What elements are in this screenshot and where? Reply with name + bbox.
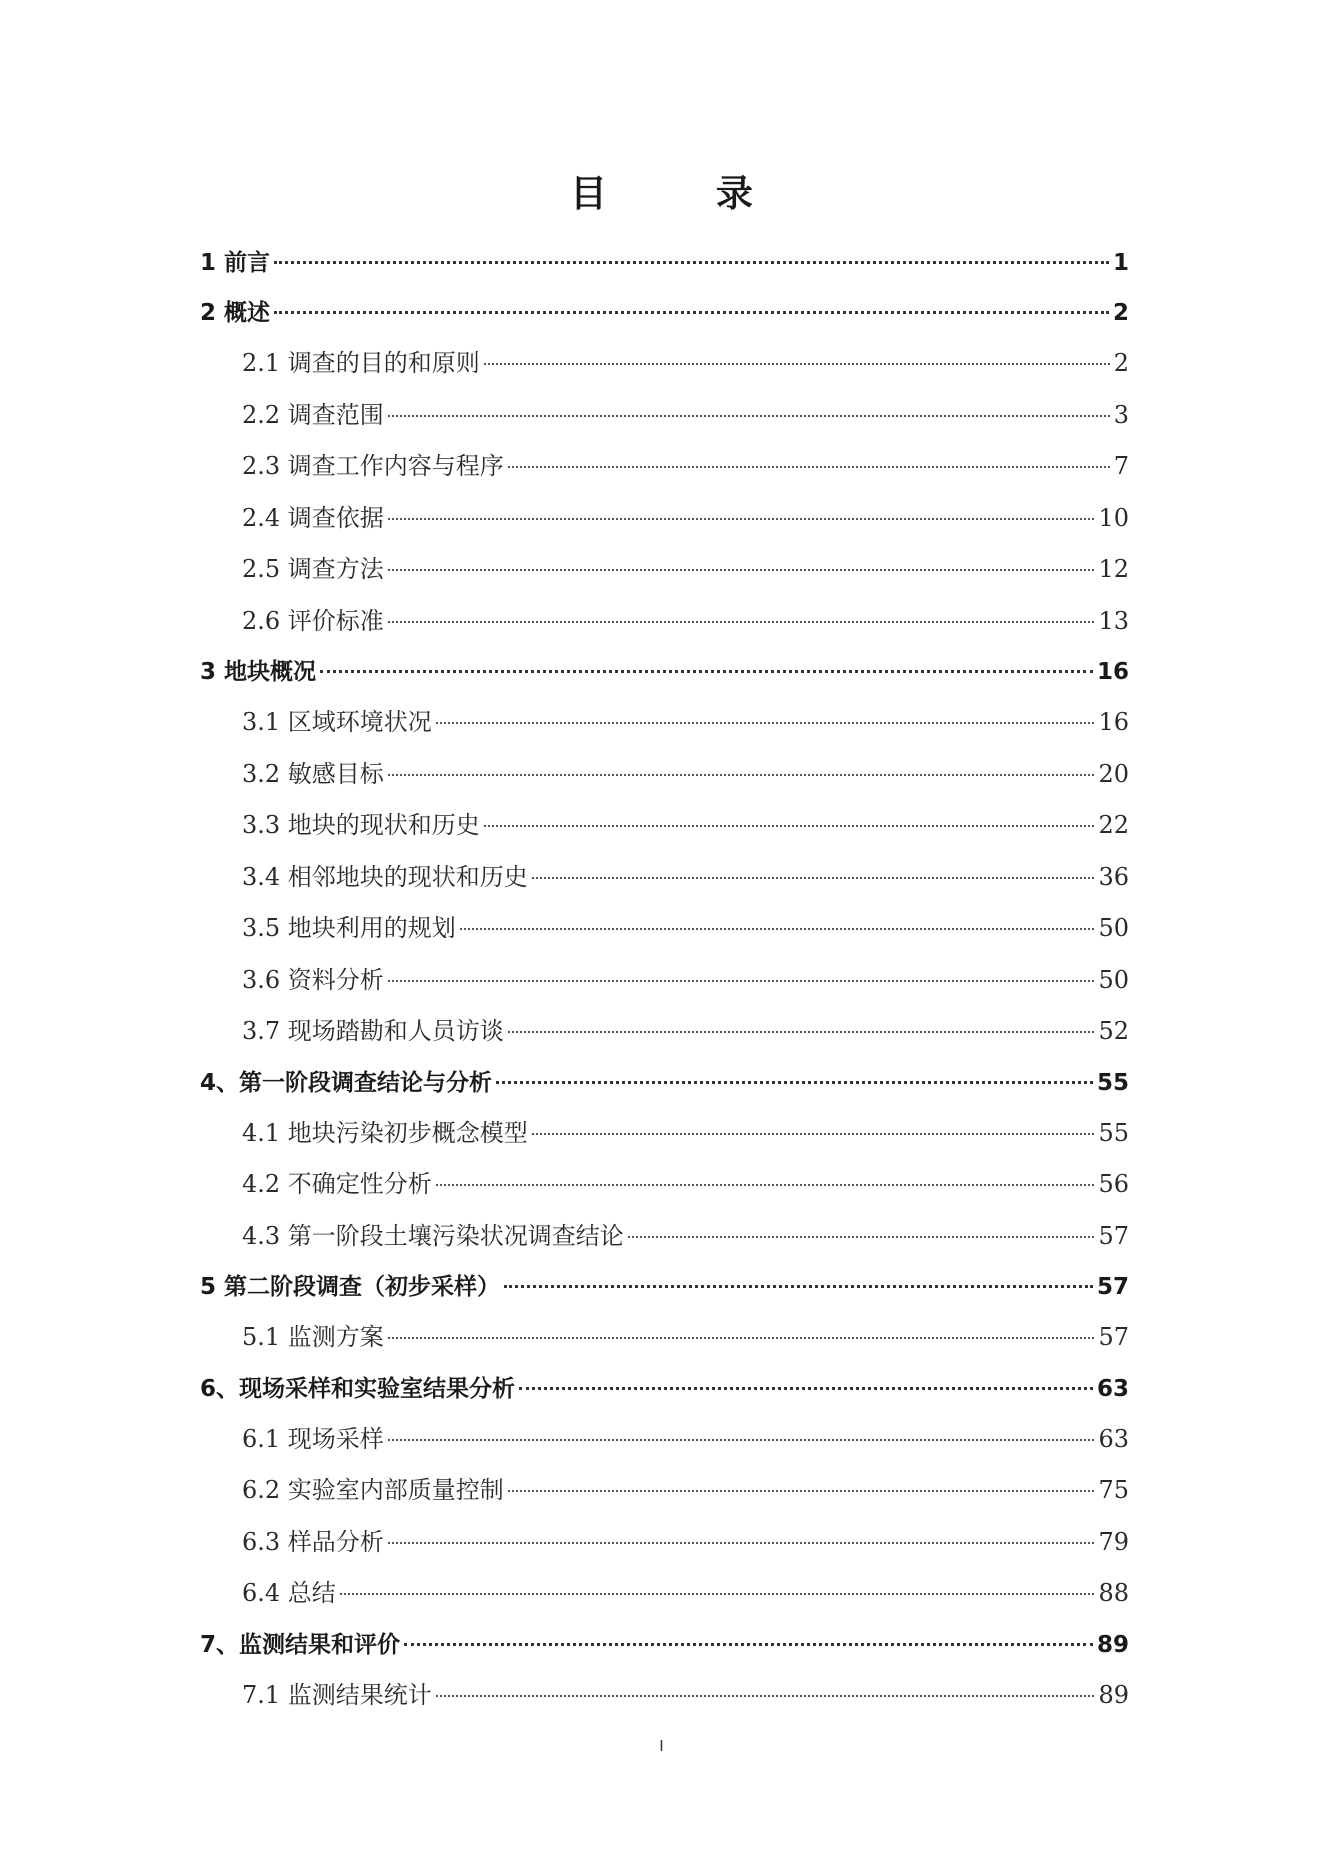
toc-dot-leader	[388, 980, 1095, 982]
toc-entry-label: 7.1 监测结果统计	[242, 1680, 432, 1709]
toc-dot-leader	[274, 311, 1109, 314]
toc-dot-leader	[628, 1236, 1095, 1238]
toc-dot-leader	[484, 825, 1095, 827]
toc-dot-leader	[388, 569, 1095, 571]
toc-entry-label: 4.2 不确定性分析	[242, 1170, 432, 1198]
toc-chapter-entry[interactable]	[200, 1262, 1129, 1312]
page-number-footer: I	[659, 1738, 664, 1755]
toc-entry-label: 6.3 样品分析	[242, 1527, 384, 1556]
toc-dot-leader	[274, 261, 1109, 264]
toc-entry-label: 3.6 资料分析	[242, 965, 384, 994]
toc-entry-label: 4、第一阶段调查结论与分析	[200, 1069, 493, 1096]
toc-entry-page-number: 2	[1112, 300, 1129, 326]
toc-entry-label: 3.2 敏感目标	[242, 759, 384, 788]
toc-entry-label: 2.4 调查依据	[242, 503, 384, 532]
toc-dot-leader	[496, 1081, 1093, 1084]
toc-chapter-entry[interactable]	[200, 647, 1129, 697]
toc-entry-label: 2 概述	[200, 300, 271, 326]
toc-dot-leader	[504, 1285, 1093, 1288]
toc-entry-page-number: 63	[1096, 1375, 1129, 1402]
toc-entry-page-number: 50	[1098, 914, 1129, 942]
toc-section-entry[interactable]	[200, 441, 1129, 493]
toc-entry-page-number: 16	[1096, 659, 1129, 685]
toc-dot-leader	[508, 1031, 1095, 1033]
toc-entry-page-number: 63	[1098, 1424, 1129, 1453]
toc-entry-page-number: 75	[1098, 1476, 1129, 1504]
toc-dot-leader	[388, 1542, 1095, 1544]
toc-entry-page-number: 57	[1096, 1274, 1129, 1300]
toc-dot-leader	[508, 1490, 1095, 1492]
toc-chapter-entry[interactable]	[200, 288, 1129, 338]
toc-entry-label: 3 地块概况	[200, 659, 317, 685]
toc-dot-leader	[532, 1133, 1095, 1135]
toc-dot-leader	[388, 1337, 1095, 1339]
toc-chapter-entry[interactable]	[200, 1364, 1129, 1414]
toc-entry-page-number: 57	[1098, 1323, 1129, 1351]
toc-entry-label: 6.4 总结	[242, 1579, 336, 1607]
toc-entry-label: 3.3 地块的现状和历史	[242, 811, 480, 839]
toc-section-entry[interactable]	[200, 1211, 1129, 1263]
toc-dot-leader	[532, 877, 1095, 879]
toc-entry-label: 3.5 地块利用的规划	[242, 914, 456, 942]
toc-dot-leader	[388, 621, 1095, 623]
toc-entry-page-number: 16	[1098, 708, 1129, 736]
toc-entry-page-number: 55	[1096, 1069, 1129, 1096]
toc-entry-label: 6、现场采样和实验室结果分析	[200, 1375, 516, 1402]
toc-section-entry[interactable]	[200, 903, 1129, 955]
toc-entry-page-number: 22	[1098, 811, 1129, 839]
toc-dot-leader	[388, 774, 1095, 776]
toc-entry-label: 2.2 调查范围	[242, 400, 384, 429]
toc-entry-page-number: 13	[1098, 606, 1129, 635]
toc-entry-page-number: 3	[1113, 400, 1129, 429]
toc-entry-page-number: 12	[1098, 555, 1129, 583]
toc-entry-label: 4.1 地块污染初步概念模型	[242, 1118, 528, 1147]
toc-entry-label: 3.4 相邻地块的现状和历史	[242, 862, 528, 891]
toc-dot-leader	[484, 363, 1110, 365]
toc-entry-page-number: 57	[1098, 1221, 1129, 1250]
toc-section-entry[interactable]	[200, 338, 1129, 390]
toc-section-entry[interactable]	[200, 596, 1129, 648]
toc-section-entry[interactable]	[200, 1159, 1129, 1211]
toc-dot-leader	[519, 1387, 1093, 1390]
toc-entry-page-number: 10	[1098, 503, 1129, 532]
toc-entry-page-number: 2	[1113, 349, 1129, 377]
toc-entry-page-number: 20	[1098, 759, 1129, 788]
toc-section-entry[interactable]	[200, 1465, 1129, 1517]
toc-entry-page-number: 88	[1098, 1579, 1129, 1607]
toc-dot-leader	[388, 1439, 1095, 1441]
toc-section-entry[interactable]	[200, 1312, 1129, 1364]
toc-entry-label: 5.1 监测方案	[242, 1323, 384, 1351]
toc-entry-label: 2.5 调查方法	[242, 555, 384, 583]
toc-entry-label: 2.1 调查的目的和原则	[242, 349, 480, 377]
toc-chapter-entry[interactable]	[200, 238, 1129, 288]
toc-chapter-entry[interactable]	[200, 1620, 1129, 1670]
page-title: 目 录	[570, 171, 801, 215]
toc-entry-page-number: 89	[1098, 1680, 1129, 1709]
toc-dot-leader	[508, 466, 1110, 468]
toc-entry-label: 3.1 区域环境状况	[242, 708, 432, 736]
toc-entry-label: 5 第二阶段调查（初步采样）	[200, 1274, 501, 1300]
toc-dot-leader	[340, 1593, 1095, 1595]
toc-section-entry[interactable]	[200, 1108, 1129, 1160]
toc-section-entry[interactable]	[200, 544, 1129, 596]
toc-entry-label: 7、监测结果和评价	[200, 1631, 401, 1658]
toc-entry-page-number: 79	[1098, 1527, 1129, 1556]
toc-entry-page-number: 55	[1098, 1118, 1129, 1147]
toc-dot-leader	[436, 722, 1095, 724]
toc-entry-label: 2.3 调查工作内容与程序	[242, 452, 504, 480]
toc-section-entry[interactable]	[200, 1517, 1129, 1569]
toc-dot-leader	[388, 518, 1095, 520]
toc-entry-label: 2.6 评价标准	[242, 606, 384, 635]
toc-entry-label: 1 前言	[200, 250, 271, 276]
toc-entry-page-number: 7	[1113, 452, 1129, 480]
toc-entry-label: 6.2 实验室内部质量控制	[242, 1476, 504, 1504]
toc-dot-leader	[388, 415, 1110, 417]
toc-section-entry[interactable]	[200, 955, 1129, 1007]
toc-dot-leader	[320, 670, 1093, 673]
toc-section-entry[interactable]	[200, 390, 1129, 442]
toc-section-entry[interactable]	[200, 852, 1129, 904]
toc-entry-page-number: 36	[1098, 862, 1129, 891]
toc-dot-leader	[436, 1695, 1095, 1697]
toc-section-entry[interactable]	[200, 697, 1129, 749]
toc-section-entry[interactable]	[200, 1568, 1129, 1620]
toc-dot-leader	[404, 1643, 1093, 1646]
toc-entry-page-number: 56	[1098, 1170, 1129, 1198]
toc-section-entry[interactable]	[200, 800, 1129, 852]
toc-entry-label: 3.7 现场踏勘和人员访谈	[242, 1017, 504, 1045]
toc-section-entry[interactable]	[200, 1670, 1129, 1722]
toc-entry-page-number: 52	[1098, 1017, 1129, 1045]
toc-section-entry[interactable]	[200, 1006, 1129, 1058]
toc-entry-label: 6.1 现场采样	[242, 1424, 384, 1453]
toc-dot-leader	[436, 1184, 1095, 1186]
toc-entry-page-number: 89	[1096, 1631, 1129, 1658]
toc-section-entry[interactable]	[200, 1414, 1129, 1466]
toc-entry-page-number: 1	[1112, 250, 1129, 276]
toc-dot-leader	[460, 928, 1095, 930]
toc-section-entry[interactable]	[200, 749, 1129, 801]
toc-entry-label: 4.3 第一阶段土壤污染状况调查结论	[242, 1221, 624, 1250]
table-of-contents	[200, 238, 1129, 1721]
toc-chapter-entry[interactable]	[200, 1058, 1129, 1108]
toc-entry-page-number: 50	[1098, 965, 1129, 994]
toc-section-entry[interactable]	[200, 493, 1129, 545]
